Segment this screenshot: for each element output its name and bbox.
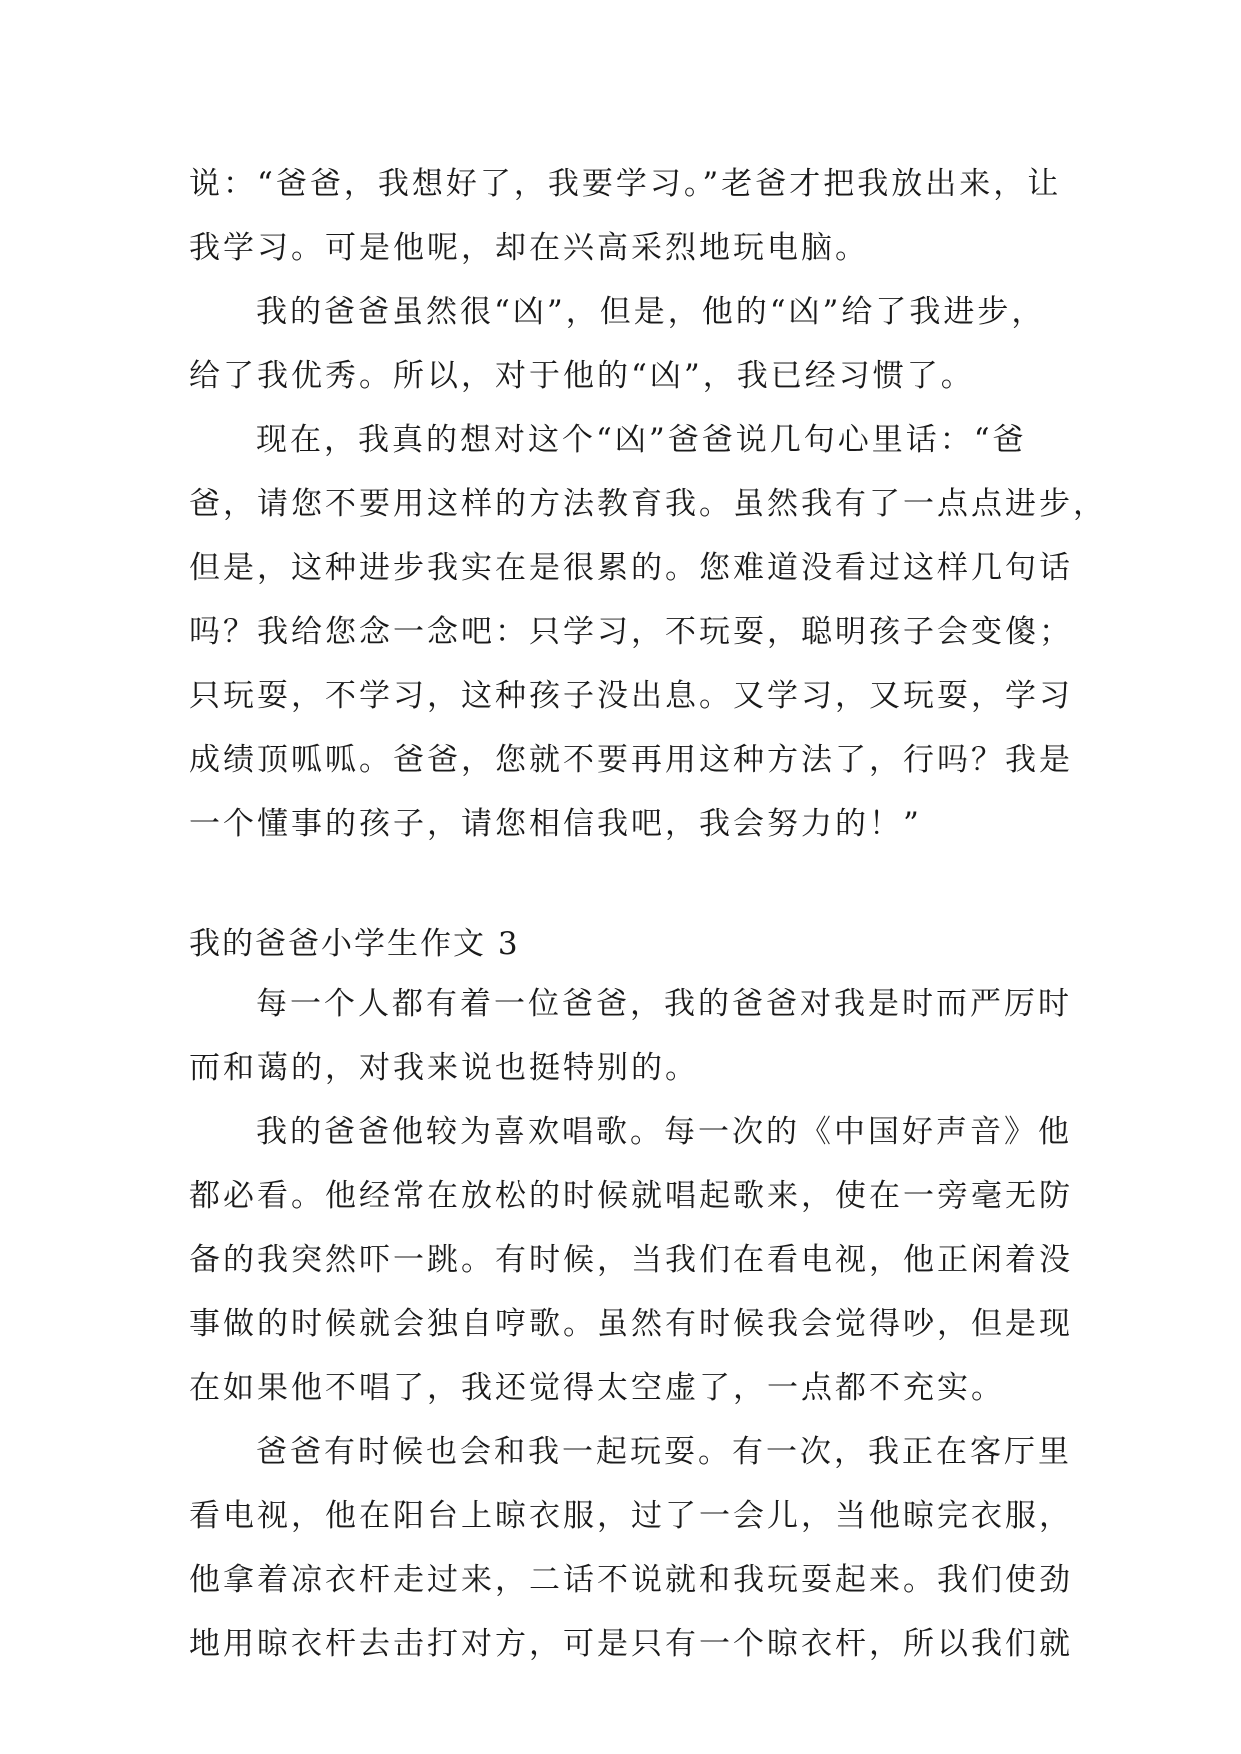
- text-line: 都必看。他经常在放松的时候就唱起歌来，使在一旁毫无防: [189, 1178, 1073, 1214]
- paragraph: [189, 1100, 1073, 1420]
- text-line: 看电视，他在阳台上晾衣服，过了一会儿，当他晾完衣服，: [189, 1498, 1073, 1534]
- text-line: 事做的时候就会独自哼歌。虽然有时候我会觉得吵，但是现: [189, 1306, 1073, 1342]
- document-body: [189, 152, 1107, 1676]
- text-line: 在如果他不唱了，我还觉得太空虚了，一点都不充实。: [189, 1370, 1005, 1406]
- text-line: 现在，我真的想对这个“凶”爸爸说几句心里话：“爸: [256, 422, 1027, 458]
- text-line: 我学习。可是他呢，却在兴高采烈地玩电脑。: [189, 230, 869, 266]
- section-title: 我的爸爸小学生作文 3: [189, 926, 520, 962]
- text-line: 而和蔼的，对我来说也挺特别的。: [189, 1050, 699, 1086]
- text-line: 备的我突然吓一跳。有时候，当我们在看电视，他正闲着没: [189, 1242, 1073, 1278]
- section-spacer: [189, 856, 1069, 916]
- paragraph: [189, 152, 1069, 280]
- text-line: 爸，请您不要用这样的方法教育我。虽然我有了一点点进步，: [189, 486, 1107, 522]
- text-line: 每一个人都有着一位爸爸，我的爸爸对我是时而严厉时: [256, 986, 1072, 1022]
- text-line: 给了我优秀。所以，对于他的“凶”，我已经习惯了。: [189, 358, 975, 394]
- paragraph: [189, 408, 1107, 856]
- text-line: 爸爸有时候也会和我一起玩耍。有一次，我正在客厅里: [256, 1434, 1072, 1470]
- text-line: 只玩耍，不学习，这种孩子没出息。又学习，又玩耍，学习: [189, 678, 1073, 714]
- paragraph: [189, 972, 1072, 1100]
- text-line: 我的爸爸虽然很“凶”，但是，他的“凶”给了我进步，: [256, 294, 1046, 330]
- paragraph: [189, 280, 1069, 408]
- text-line: 但是，这种进步我实在是很累的。您难道没看过这样几句话: [189, 550, 1073, 586]
- text-line: 地用晾衣杆去击打对方，可是只有一个晾衣杆，所以我们就: [189, 1626, 1073, 1662]
- text-line: 我的爸爸他较为喜欢唱歌。每一次的《中国好声音》他: [256, 1114, 1072, 1150]
- text-line: 吗？我给您念一念吧：只学习，不玩耍，聪明孩子会变傻；: [189, 614, 1073, 650]
- text-line: 一个懂事的孩子，请您相信我吧，我会努力的！”: [189, 806, 922, 842]
- text-line: 说：“爸爸，我想好了，我要学习。”老爸才把我放出来，让: [189, 166, 1062, 202]
- text-line: 成绩顶呱呱。爸爸，您就不要再用这种方法了，行吗？我是: [189, 742, 1073, 778]
- text-line: 他拿着凉衣杆走过来，二话不说就和我玩耍起来。我们使劲: [189, 1562, 1073, 1598]
- paragraph: [189, 1420, 1073, 1676]
